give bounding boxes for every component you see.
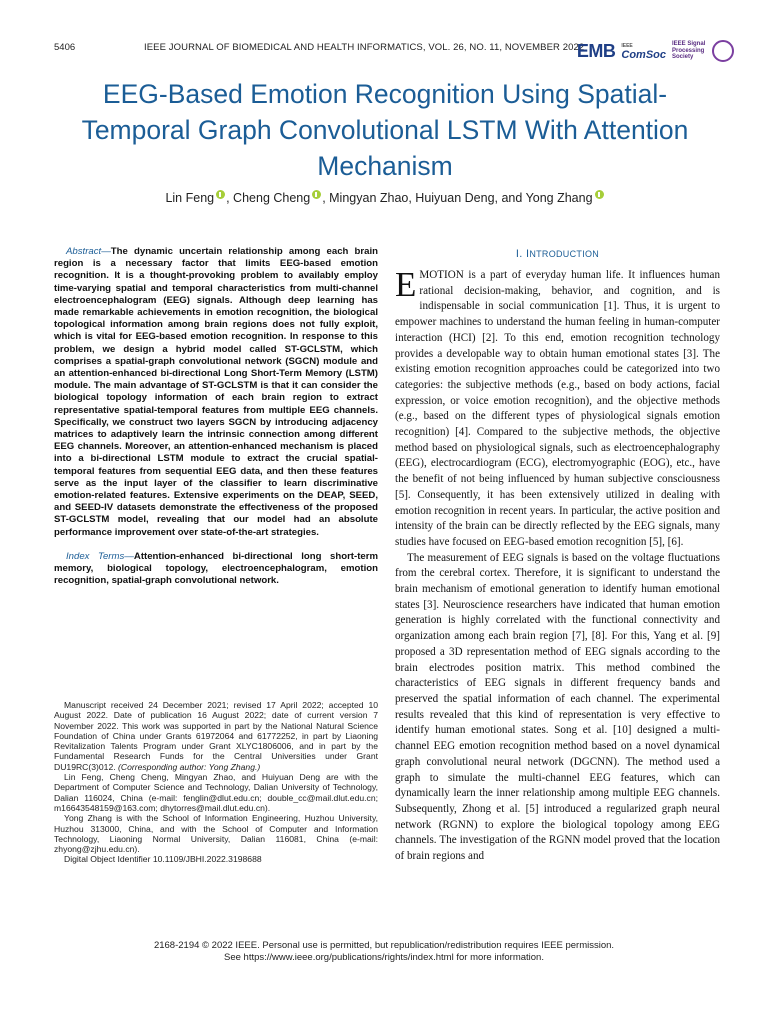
intro-paragraph-2: The measurement of EEG signals is based on the voltage fluctuations from the cerebral cortex. Therefore, it is significant to understand the brain mechanism of emotional generation to identify human emotional states [3]. Neuroscience researchers have indicated that human emotion generation is highly correlated with the functional connectivity and organization among each brain region [7], [8]. For this, Yang et al. [9] proposed a 3D representation method of EEG signals according to the brain electrodes position matrix. This method combined the characteristics of EEG signals in different frequency bands and preserved the spatial information of each channel. The experimental results revealed that this kind of representation is very effective to identify human emotional states. Song et al. [10] designed a multi-channel EEG emotion recognition method based on a novel dynamical graph convolutional neural network (DGCNN). The method used a graph to simulate the multi-channel EEG features, which can dynamically learn the inner relationship among multiple EEG channels. Subsequently, Zhong et al. [5] introduced a regularized graph neural network (RGNN) to explore the biological topology among EEG channels. The investigation of the RGNN model proved that the location of brain regions and (395, 551, 720, 863)
left-column (54, 246, 378, 597)
running-header (54, 38, 734, 64)
comsoc-logo-text: ComSoc (621, 49, 666, 61)
orcid-icon[interactable] (216, 190, 225, 199)
intro-paragraph-1 (395, 265, 720, 551)
author-list (60, 190, 710, 205)
author-name: , Cheng Cheng (226, 191, 311, 205)
corresponding-author: (Corresponding author: Yong Zhang.) (118, 761, 261, 772)
comsoc-logo (621, 42, 666, 60)
footnote-doi: Digital Object Identifier 10.1109/JBHI.2022.3198688 (64, 854, 262, 865)
intro-paragraph-1-text: MOTION is a part of everyday human life. It influences human rational decision-making, behavior, and cognition, and is indispensable in social communication [1]. Thus, it is urgent to empower machines to understand the human feeling in human-computer interaction (HCI) [2]. To this end, emotion recognition technology provides a developable way to obtain human emotional states [3]. The existing emotion recognition approaches could be categorized into two categories: the subjective methods (e.g., based on body actions, facial expression, or voice emotion recognition), and the objective methods (e.g., based on the different types of physiological signals emotion recognition) [4]. Compared to the subjective methods, the objective method based on physiological signals, such as electroencephalography (EEG), electrocardiogram (ECG), electromyographic (EOG), etc., have the benefit of not being influenced by human subjective consciousness [5]. Consequently, it has been extensively utilized in dealing with emotion recognition in recent years. In particular, the active position and intensity of the brain can be directly reflected by the EEG signals, many studies have focused on EEG-based emotion recognition [5], [6]. (395, 269, 720, 548)
publisher-logos (577, 38, 734, 64)
abstract (54, 246, 378, 539)
orcid-icon[interactable] (312, 190, 321, 199)
footnote-manuscript-text: Manuscript received 24 December 2021; revised 17 April 2022; accepted 10 August 2022. Date of publication 16 August 2022; date of current version 7 November 2022. This work was supported in part by the National Natural Science Foundation of China under Grants 61972064 and 61772252, in part by Liaoning Revitalization Talents Program under Grant XLYC1806006, and in part by the Fundamental Research Funds for the Central Universities under Grant DU19RC(3)012. (54, 700, 378, 772)
first-page-footnote (54, 700, 378, 865)
sps-logo-text: IEEE Signal Processing Society (672, 41, 706, 61)
comsoc-logo-prefix: IEEE (621, 43, 633, 49)
index-terms (54, 551, 378, 588)
index-terms-text: Attention-enhanced bi-directional long short-term memory, biological topology, electroencephalogram, emotion recognition, spatial-graph convolutional network. (54, 550, 378, 587)
copyright-line: 2168-2194 © 2022 IEEE. Personal use is permitted, but republication/redistribution requires IEEE permission. (153, 940, 615, 951)
journal-name: IEEE JOURNAL OF BIOMEDICAL AND HEALTH INFORMATICS, VOL. 26, NO. 11, NOVEMBER 2022 (144, 42, 585, 53)
abstract-text: The dynamic uncertain relationship among each brain region is a necessary factor that limits EEG-based emotion recognition. It is a thought-provoking problem to availably employ time-varying spatial and temporal characteristics from multi-channel electroencephalogram (EEG) signals. Although deep learning has made remarkable achievements in emotion recognition, the biological topological information among brain regions does not fully exploit, which is vital for EEG-based emotion recognition. In response to this problem, we design a hybrid model called ST-GCLSTM, which comprises a spatial-graph convolutional network (SGCN) module and an attention-enhanced bi-directional Long Short-Term Memory (LSTM) module. The main advantage of ST-GCLSTM is that it can consider the biological topology information of each brain region to extract representative spatial-temporal features from multiple EEG channels. Specifically, we construct two layers SGCN by introducing adjacency matrices to adaptively learn the intrinsic connection among different EEG channels. Moreover, an attention-enhanced mechanism is placed into a bi-directional LSTM module to extract the crucial spatial-temporal features from sequential EEG data, and then these features serve as the input layer of the classifier to learn discriminative emotion-related features. Extensive experiments on the DEAP, SEED, and SEED-IV datasets demonstrate the effectiveness of the proposed ST-GCLSTM model, revealing that our model had an absolute performance improvement over state-of-the-art strategies. (54, 246, 378, 538)
page-number: 5406 (54, 42, 76, 53)
footnote-manuscript (54, 700, 378, 772)
right-column (395, 246, 720, 865)
section-title-rest: NTRODUCTION (529, 249, 600, 259)
sps-logo-icon (712, 40, 734, 62)
copyright-footer (0, 940, 768, 963)
footnote-affiliation-2: Yong Zhang is with the School of Information Engineering, Huzhou University, Huzhou 313000, China, and with the School of Computer and Information Technology, Liaoning Normal University, Dalian 116081, China (e-mail: zhyong@zjhu.edu.cn). (54, 813, 378, 855)
abstract-label: Abstract— (66, 246, 111, 257)
emb-logo: EMB (576, 40, 616, 61)
drop-cap: E (395, 265, 417, 304)
orcid-icon[interactable] (595, 190, 604, 199)
rights-link-line: See https://www.ieee.org/publications/rights/index.html for more information. (224, 951, 544, 963)
section-heading-introduction (395, 248, 720, 260)
author-name: Lin Feng (165, 191, 215, 205)
section-number: I. (515, 248, 523, 260)
index-terms-label: Index Terms— (66, 550, 134, 562)
section-title-first: I (525, 248, 530, 260)
author-name: , Mingyan Zhao, Huiyuan Deng, and Yong Zhang (322, 191, 593, 205)
footnote-affiliation-1: Lin Feng, Cheng Cheng, Mingyan Zhao, and Huiyuan Deng are with the Department of Computer Science and Technology, Dalian University of Technology, Dalian 116024, China (e-mail: fenglin@dlut.edu.cn; double_cc@mail.dlut.edu.cn; m16643548159@163.com; dhytorres@mail.dlut.edu.cn). (54, 772, 378, 813)
paper-title: EEG-Based Emotion Recognition Using Spatial-Temporal Graph Convolutional LSTM With Attention Mechanism (81, 79, 689, 181)
